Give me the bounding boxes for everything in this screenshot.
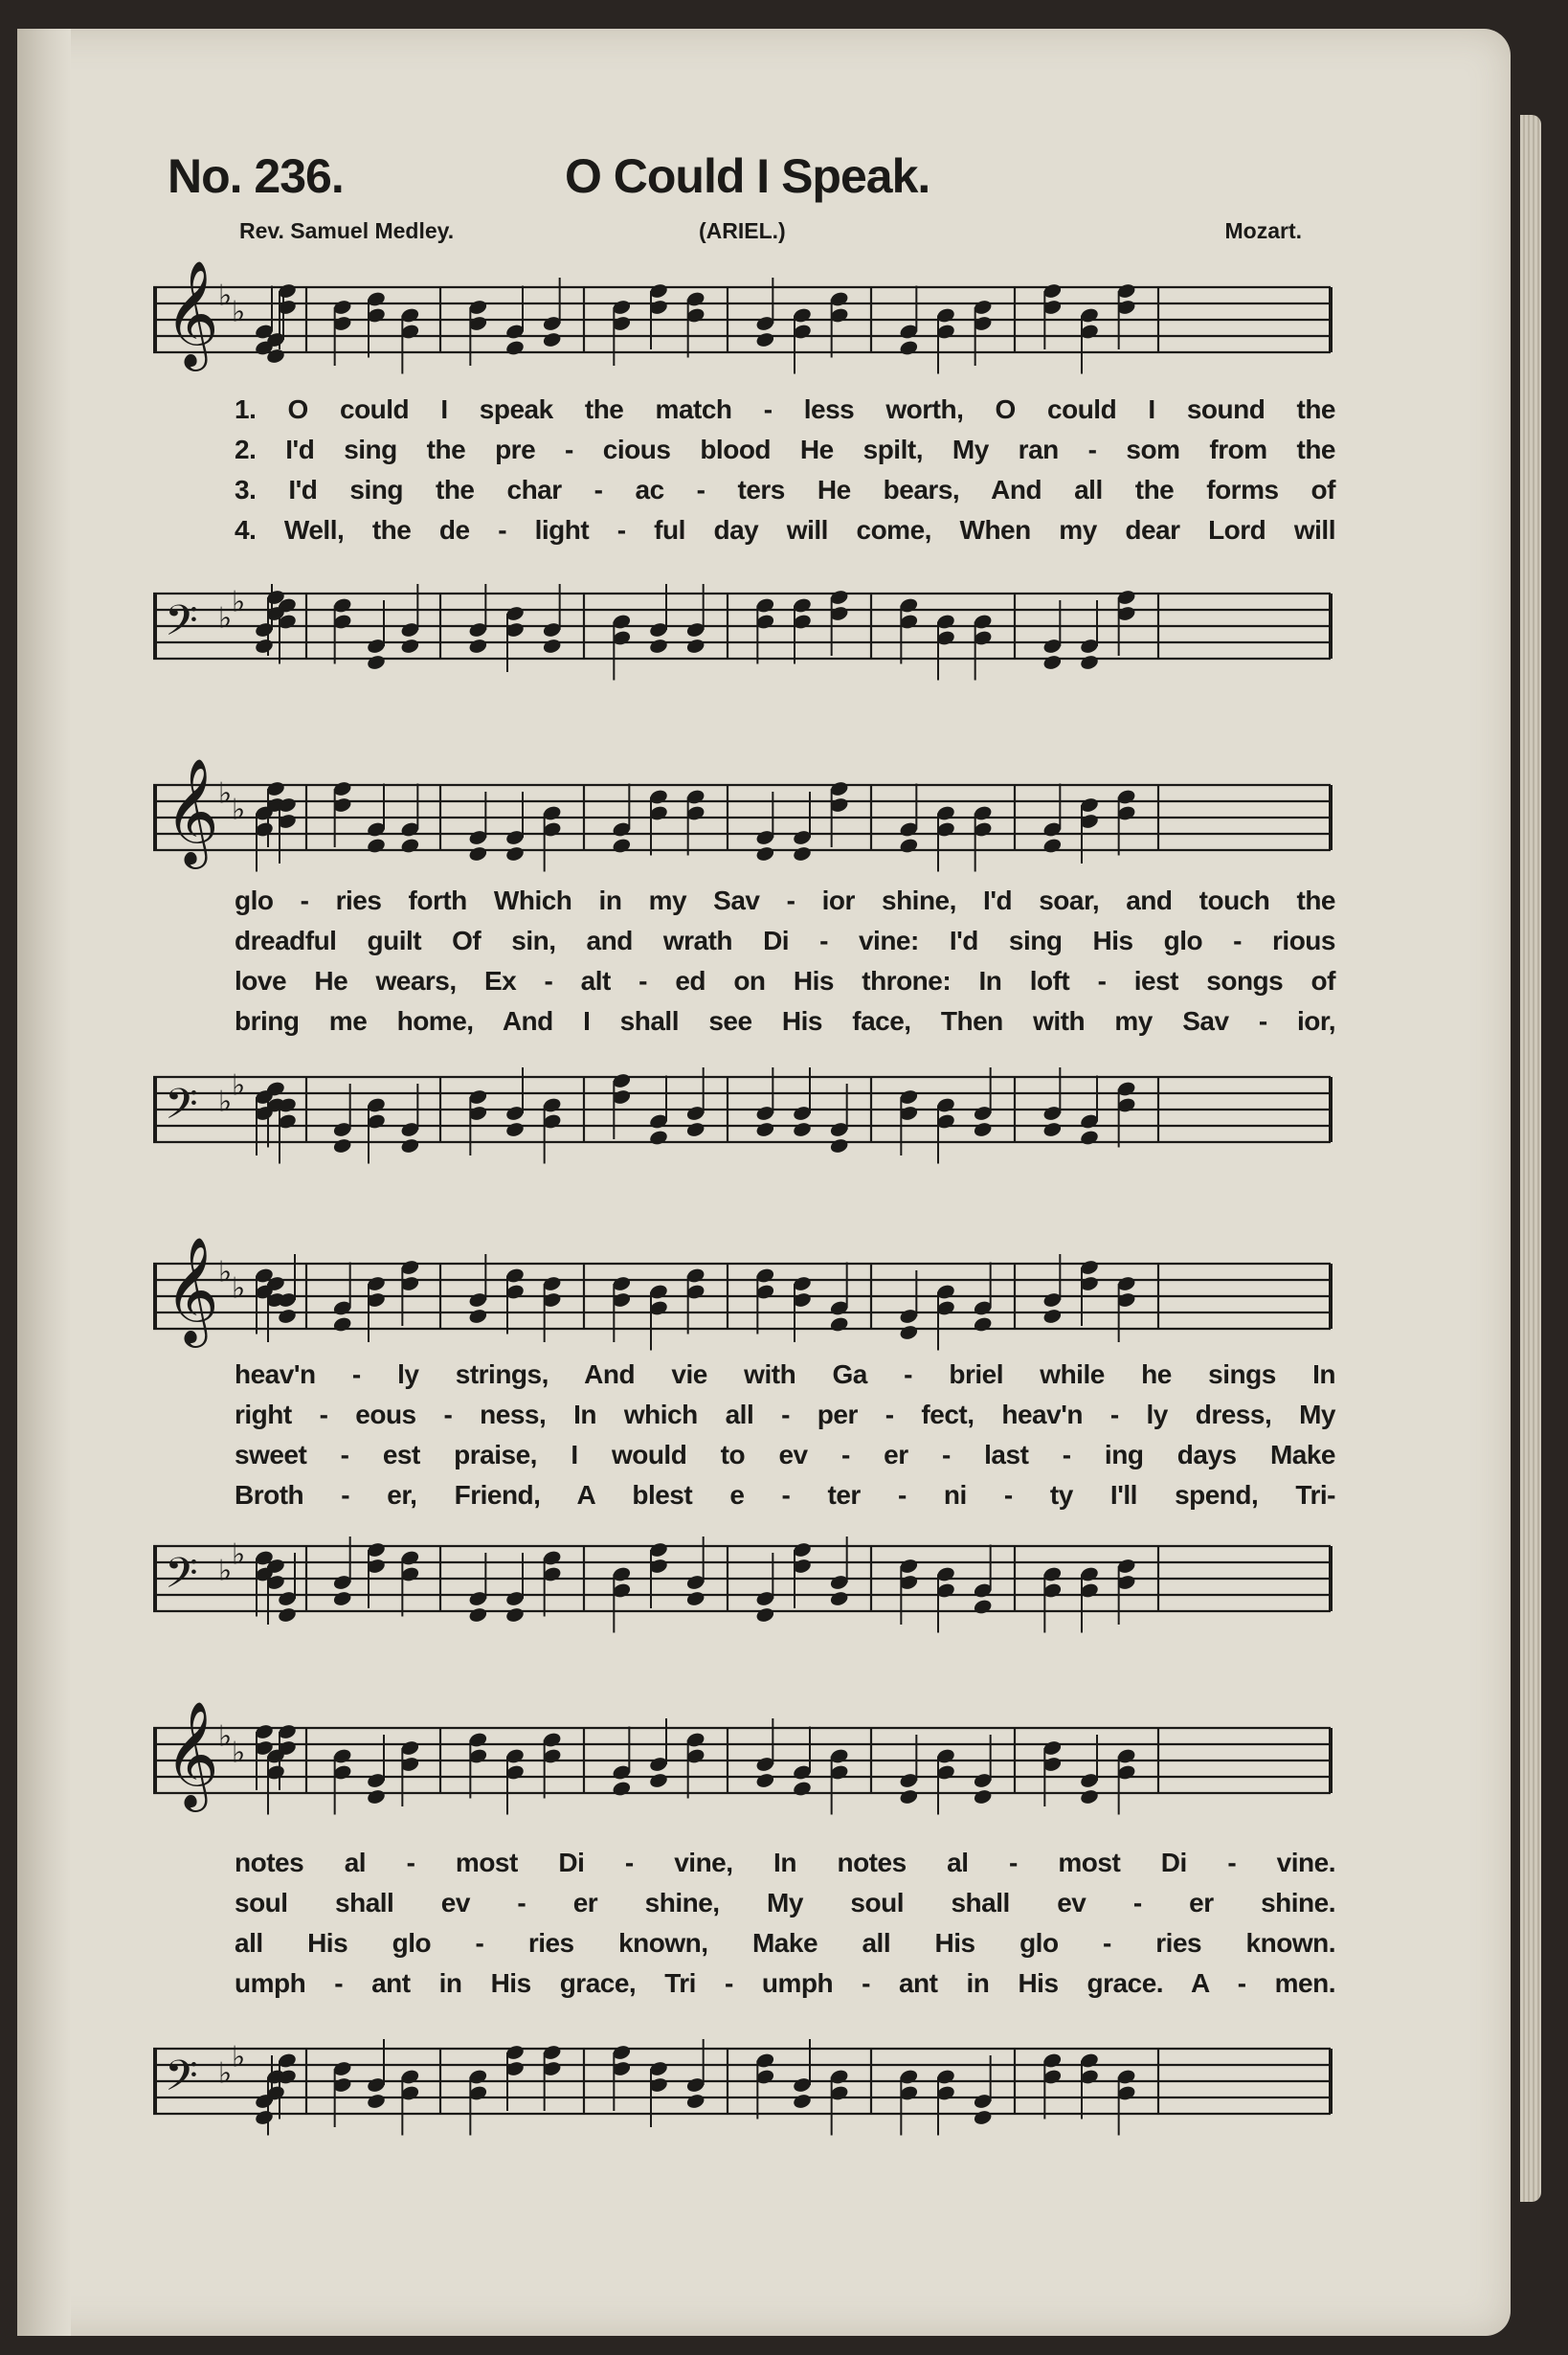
system-3-bass-staff xyxy=(153,1517,1340,1642)
svg-text:𝄞: 𝄞 xyxy=(165,1236,219,1343)
system-2-bass-staff xyxy=(153,1048,1340,1173)
lyric-line: glo - ries forth Which in my Sav - ior shine, I'd soar, and touch the xyxy=(235,886,1335,915)
svg-text:♭: ♭ xyxy=(218,601,233,636)
svg-text:𝄢: 𝄢 xyxy=(165,2051,198,2111)
lyric-line: Broth - er, Friend, A blest e - ter - ni - ty I'll spend, Tri- xyxy=(235,1480,1335,1510)
lyric-line: heav'n - ly strings, And vie with Ga - briel while he sings In xyxy=(235,1359,1335,1389)
svg-text:♭: ♭ xyxy=(218,2056,233,2091)
svg-text:♭: ♭ xyxy=(218,1719,233,1754)
lyric-line: bring me home, And I shall see His face, Then with my Sav - ior, xyxy=(235,1006,1335,1036)
binding-gutter xyxy=(17,29,71,2336)
svg-text:♭: ♭ xyxy=(232,1537,246,1572)
svg-text:𝄢: 𝄢 xyxy=(165,1079,198,1139)
system-4-bass-staff xyxy=(153,2020,1340,2144)
hymn-tune: (ARIEL.) xyxy=(699,218,786,243)
svg-text:𝄞: 𝄞 xyxy=(165,259,219,367)
svg-text:♭: ♭ xyxy=(218,776,233,811)
system-2-treble-staff xyxy=(153,756,1340,881)
lyric-line: dreadful guilt Of sin, and wrath Di - vine: I'd sing His glo - rious xyxy=(235,926,1335,955)
svg-text:♭: ♭ xyxy=(232,295,246,329)
hymn-author: Rev. Samuel Medley. xyxy=(239,218,455,243)
lyric-line: right - eous - ness, In which all - per - fect, heav'n - ly dress, My xyxy=(235,1400,1335,1429)
system-1-bass-staff xyxy=(153,565,1340,699)
svg-text:𝄢: 𝄢 xyxy=(165,1548,198,1608)
svg-text:𝄞: 𝄞 xyxy=(165,757,219,864)
svg-text:♭: ♭ xyxy=(232,2040,246,2075)
lyric-line: notes al - most Di - vine, In notes al - most Di - vine. xyxy=(235,1848,1335,1877)
lyric-line: all His glo - ries known, Make all His glo - ries known. xyxy=(235,1928,1335,1958)
lyric-line: 4. Well, the de - light - ful day will come, When my dear Lord will xyxy=(235,515,1335,545)
svg-text:♭: ♭ xyxy=(218,1255,233,1290)
svg-text:𝄞: 𝄞 xyxy=(165,1700,219,1807)
lyric-line: umph - ant in His grace, Tri - umph - ant in His grace. A - men. xyxy=(235,1968,1335,1998)
lyric-line: 1. O could I speak the match - less worth, O could I sound the xyxy=(235,394,1335,424)
hymn-number: No. 236. xyxy=(168,149,344,203)
svg-text:♭: ♭ xyxy=(232,585,246,619)
lyric-line: sweet - est praise, I would to ev - er - last - ing days Make xyxy=(235,1440,1335,1469)
system-4-treble-staff xyxy=(153,1699,1340,1824)
svg-text:♭: ♭ xyxy=(218,1085,233,1119)
svg-text:♭: ♭ xyxy=(232,793,246,827)
svg-text:♭: ♭ xyxy=(218,279,233,313)
svg-text:♭: ♭ xyxy=(232,1736,246,1770)
lyric-line: love He wears, Ex - alt - ed on His throne: In loft - iest songs of xyxy=(235,966,1335,996)
lyric-line: 2. I'd sing the pre - cious blood He spilt, My ran - som from the xyxy=(235,435,1335,464)
lyric-line: 3. I'd sing the char - ac - ters He bears, And all the forms of xyxy=(235,475,1335,505)
svg-text:♭: ♭ xyxy=(218,1554,233,1588)
hymn-title: O Could I Speak. xyxy=(565,149,930,203)
svg-text:𝄢: 𝄢 xyxy=(165,595,198,656)
svg-text:♭: ♭ xyxy=(232,1271,246,1306)
system-1-treble-staff xyxy=(153,258,1340,392)
page-edges xyxy=(1520,115,1541,2202)
hymn-credits xyxy=(239,218,1302,247)
svg-text:♭: ♭ xyxy=(232,1068,246,1103)
system-3-treble-staff xyxy=(153,1235,1340,1359)
lyric-line: soul shall ev - er shine, My soul shall ev - er shine. xyxy=(235,1888,1335,1918)
hymn-composer: Mozart. xyxy=(1224,218,1302,243)
hymn-header xyxy=(168,148,1335,215)
